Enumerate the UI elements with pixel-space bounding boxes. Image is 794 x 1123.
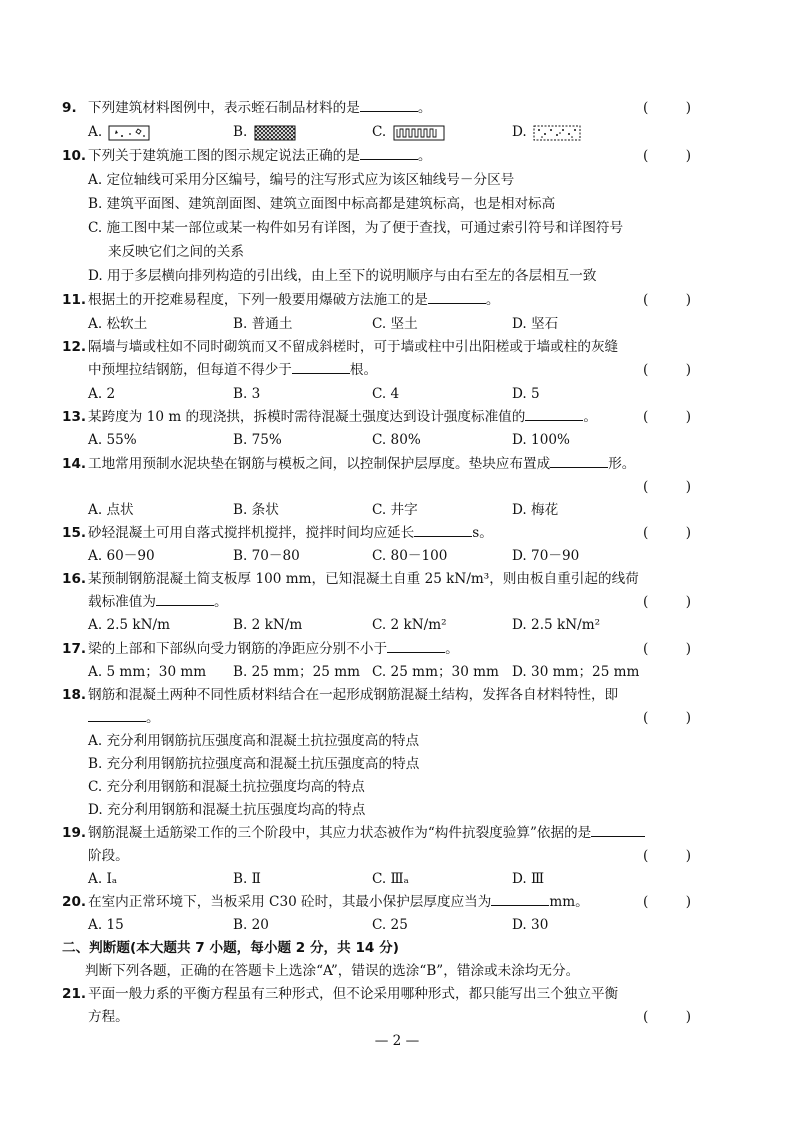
question-text: 梁的上部和下部纵向受力钢筋的净距应分别不小于 。 <box>88 638 459 660</box>
option-b: B. 建筑平面图、建筑剖面图、建筑立面图中标高都是建筑标高，也是相对标高 <box>88 196 556 212</box>
answer-blank <box>414 522 472 537</box>
option-a: A. 60－90 <box>88 548 155 564</box>
answer-parentheses: ( ) <box>643 848 691 864</box>
question-19 <box>0 822 794 844</box>
answer-blank <box>360 145 418 160</box>
question-number: 19. <box>62 825 87 841</box>
option-b: B. 2 kN/m <box>233 617 303 633</box>
question-number: 18. <box>62 687 87 703</box>
question-text: 中预埋拉结钢筋，但每道不得少于 根。 <box>88 359 377 381</box>
option-d: D. 30 mm；25 mm <box>512 664 640 680</box>
question-17-options <box>0 661 794 683</box>
question-16-continued <box>0 591 794 613</box>
option-b: B. 普通土 <box>233 316 293 332</box>
question-13 <box>0 406 794 428</box>
question-number: 13. <box>62 409 87 425</box>
option-a: A. <box>88 121 150 143</box>
question-21 <box>0 983 794 1005</box>
option-c: C. 25 mm；30 mm <box>372 664 499 680</box>
option-d: D. 充分利用钢筋和混凝土抗压强度均高的特点 <box>88 802 366 818</box>
option-a: A. 定位轴线可采用分区编号，编号的注写形式应为该区轴线号－分区号 <box>88 172 515 188</box>
option-d: D. 用于多层横向排列构造的引出线，由上至下的说明顺序与由右至左的各层相互一致 <box>88 268 597 284</box>
question-text: 隔墙与墙或柱如不同时砌筑而又不留成斜槎时，可于墙或柱中引出阳槎或于墙或柱的灰缝 <box>88 339 619 355</box>
question-text: 钢筋混凝土适筋梁工作的三个阶段中，其应力状态被作为“构件抗裂度验算”依据的是 <box>88 822 645 844</box>
question-number: 16. <box>62 571 87 587</box>
question-text: 工地常用预制水泥块垫在钢筋与模板之间，以控制保护层厚度。垫块应布置成 形。 <box>88 453 635 475</box>
answer-parentheses: ( ) <box>643 479 691 495</box>
question-number: 9. <box>62 100 77 116</box>
question-text: 平面一般力系的平衡方程虽有三种形式，但不论采用哪种形式，都只能写出三个独立平衡 <box>88 986 619 1002</box>
option-d: D. 坚石 <box>512 316 559 332</box>
option-d: D. 100% <box>512 432 570 448</box>
option-c: C. 坚土 <box>372 316 418 332</box>
answer-blank <box>292 359 350 374</box>
option-c: C. Ⅲₐ <box>372 871 409 887</box>
question-11-options <box>0 313 794 335</box>
question-20 <box>0 891 794 913</box>
question-21-continued <box>0 1006 794 1028</box>
section-instructions <box>0 960 794 982</box>
question-12-options <box>0 383 794 405</box>
option-c: C. 4 <box>372 386 400 402</box>
question-number: 17. <box>62 641 87 657</box>
question-number: 10. <box>62 148 87 164</box>
crosshatch-icon <box>254 125 296 141</box>
option-b: B. 充分利用钢筋抗拉强度高和混凝土抗压强度高的特点 <box>88 756 420 772</box>
question-16-options <box>0 614 794 636</box>
option-c: C. <box>372 121 445 143</box>
question-18 <box>0 684 794 706</box>
question-19-continued <box>0 845 794 867</box>
question-number: 11. <box>62 292 87 308</box>
question-text: 某跨度为 10 m 的现浇拱，拆模时需待混凝土强度达到设计强度标准值的 。 <box>88 406 597 428</box>
option-a: A. 15 <box>88 917 124 933</box>
answer-blank <box>88 707 146 722</box>
question-12-continued <box>0 359 794 381</box>
answer-parentheses: ( ) <box>643 362 691 378</box>
answer-blank <box>591 822 645 837</box>
option-d: D. 30 <box>512 917 549 933</box>
option-d: D. Ⅲ <box>512 871 545 887</box>
answer-parentheses: ( ) <box>643 525 691 541</box>
question-11 <box>0 289 794 311</box>
answer-blank <box>387 638 445 653</box>
option-b: B. Ⅱ <box>233 871 261 887</box>
question-19-options <box>0 868 794 890</box>
answer-parentheses: ( ) <box>643 641 691 657</box>
question-text: 下列建筑材料图例中，表示蛭石制品材料的是 。 <box>88 97 431 119</box>
answer-parentheses: ( ) <box>643 1009 691 1025</box>
option-c: C. 井字 <box>372 502 418 518</box>
option-d: D. 70－90 <box>512 548 580 564</box>
question-10 <box>0 145 794 167</box>
option-d: D. 梅花 <box>512 502 559 518</box>
question-15 <box>0 522 794 544</box>
option-c: C. 25 <box>372 917 408 933</box>
option-d: D. <box>512 121 581 143</box>
question-14 <box>0 453 794 475</box>
answer-blank <box>360 97 418 112</box>
option-b: B. <box>233 121 296 143</box>
option-b: B. 条状 <box>233 502 279 518</box>
answer-blank <box>156 591 214 606</box>
question-9 <box>0 97 794 119</box>
dotted-granular-icon <box>533 125 581 141</box>
question-text: 方程。 <box>88 1009 129 1025</box>
answer-parentheses: ( ) <box>643 292 691 308</box>
option-b: B. 75% <box>233 432 282 448</box>
option-a: A. 2.5 kN/m <box>88 617 171 633</box>
option-c: C. 2 kN/m² <box>372 617 447 633</box>
question-number: 21. <box>62 986 87 1002</box>
option-b: B. 25 mm；25 mm <box>233 664 361 680</box>
question-number: 20. <box>62 894 87 910</box>
section-heading <box>0 937 794 959</box>
option-c-continued: 来反映它们之间的关系 <box>108 244 244 260</box>
option-b: B. 70－80 <box>233 548 300 564</box>
option-a: A. 点状 <box>88 502 134 518</box>
question-text: 根据土的开挖难易程度，下列一般要用爆破方法施工的是 。 <box>88 289 499 311</box>
answer-blank <box>550 453 608 468</box>
question-15-options <box>0 545 794 567</box>
answer-parentheses: ( ) <box>643 100 691 116</box>
question-9-options <box>0 121 794 143</box>
option-a: A. 5 mm；30 mm <box>88 664 207 680</box>
question-number: 14. <box>62 456 87 472</box>
answer-blank <box>491 891 549 906</box>
option-a: A. 2 <box>88 386 116 402</box>
question-20-options <box>0 914 794 936</box>
option-c: C. 80% <box>372 432 421 448</box>
question-text: 阶段。 <box>88 848 129 864</box>
option-a: A. 55% <box>88 432 137 448</box>
option-b: B. 20 <box>233 917 269 933</box>
question-text: 下列关于建筑施工图的图示规定说法正确的是 。 <box>88 145 431 167</box>
answer-parentheses: ( ) <box>643 594 691 610</box>
answer-parentheses: ( ) <box>643 148 691 164</box>
answer-blank <box>525 406 583 421</box>
concrete-aggregate-icon <box>108 125 150 141</box>
option-c: C. 80－100 <box>372 548 448 564</box>
question-text: 载标准值为 。 <box>88 591 228 613</box>
answer-parentheses: ( ) <box>643 409 691 425</box>
question-12 <box>0 336 794 358</box>
question-13-options <box>0 429 794 451</box>
question-17 <box>0 638 794 660</box>
answer-parentheses: ( ) <box>643 710 691 726</box>
question-14-parentheses-line <box>0 476 794 498</box>
answer-blank <box>428 289 486 304</box>
option-d: D. 5 <box>512 386 540 402</box>
question-14-options <box>0 499 794 521</box>
question-16 <box>0 568 794 590</box>
question-text: 在室内正常环境下，当板采用 C30 砼时，其最小保护层厚度应当为 mm。 <box>88 891 589 913</box>
instructions-text: 判断下列各题，正确的在答题卡上选涂“A”，错误的选涂“B”，错涂或未涂均无分。 <box>85 963 580 979</box>
question-text: 钢筋和混凝土两种不同性质材料结合在一起形成钢筋混凝土结构，发挥各自材料特性，即 <box>88 687 619 703</box>
option-c: C. 充分利用钢筋和混凝土抗拉强度均高的特点 <box>88 779 365 795</box>
option-a: A. 充分利用钢筋抗压强度高和混凝土抗拉强度高的特点 <box>88 733 420 749</box>
question-number: 12. <box>62 339 87 355</box>
option-c: C. 施工图中某一部位或某一构件如另有详图，为了便于查找，可通过索引符号和详图符号 <box>88 220 624 236</box>
answer-parentheses: ( ) <box>643 894 691 910</box>
question-18-continued <box>0 707 794 729</box>
question-text: 砂轻混凝土可用自落式搅拌机搅拌，搅拌时间均应延长 s。 <box>88 522 493 544</box>
option-b: B. 3 <box>233 386 261 402</box>
wave-insulation-icon <box>393 125 445 141</box>
option-a: A. Ⅰₐ <box>88 871 118 887</box>
question-text: 某预制钢筋混凝土简支板厚 100 mm，已知混凝土自重 25 kN/m³，则由板自重引起的线荷 <box>88 571 639 587</box>
question-number: 15. <box>62 525 87 541</box>
page-number: — 2 — <box>374 1033 420 1049</box>
question-text: 。 <box>88 707 160 729</box>
option-a: A. 松软土 <box>88 316 148 332</box>
section-title: 二、判断题(本大题共 7 小题，每小题 2 分，共 14 分) <box>62 940 399 956</box>
option-d: D. 2.5 kN/m² <box>512 617 601 633</box>
